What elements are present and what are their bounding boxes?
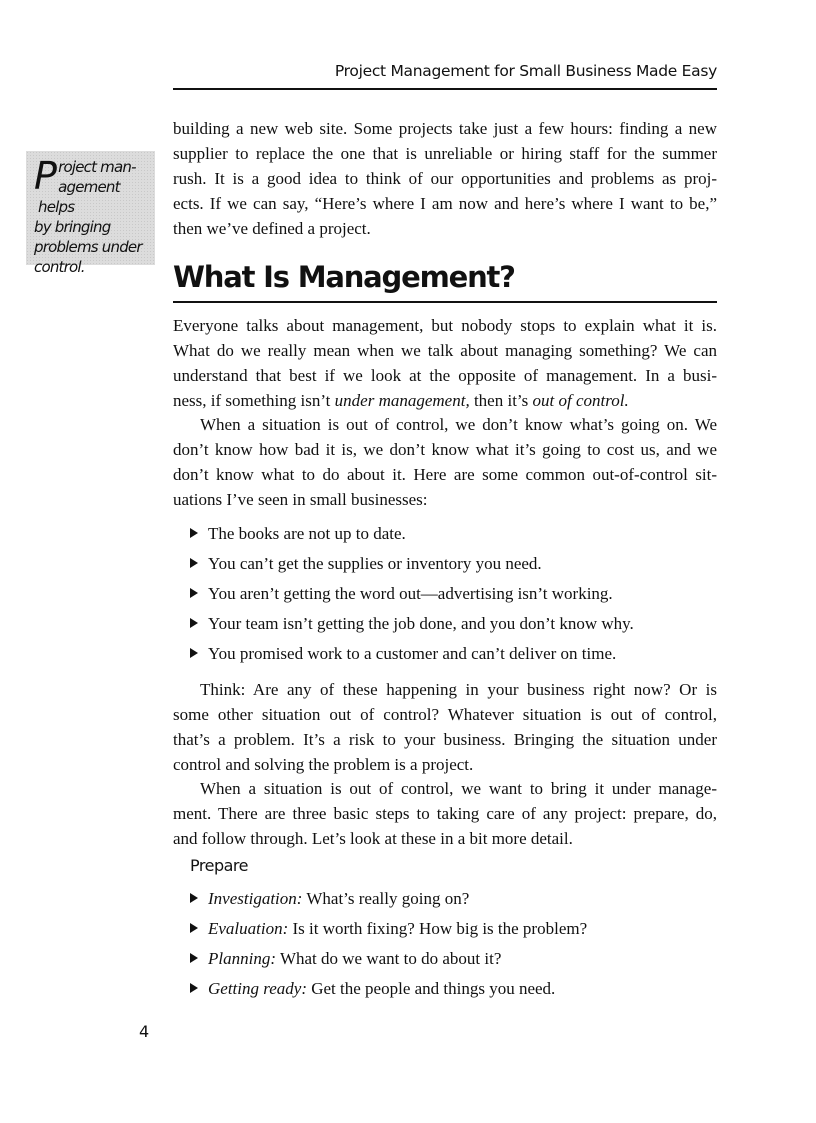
- text-line: [173, 752, 717, 777]
- note-line: agement helps: [38, 178, 120, 216]
- italic-text: Getting ready:: [208, 979, 307, 998]
- text-line: [173, 191, 717, 216]
- text-run: uations I’ve seen in small businesses:: [173, 490, 428, 509]
- triangle-bullet-icon: [190, 558, 198, 568]
- list-item: [190, 884, 587, 914]
- text-line: [173, 338, 717, 363]
- text-run: You aren’t getting the word out—advertising isn’t working.: [208, 584, 613, 603]
- text-run: The books are not up to date.: [208, 524, 406, 543]
- list-item: [190, 914, 587, 944]
- running-header: Project Management for Small Business Made Easy: [334, 62, 717, 80]
- note-line: control.: [34, 258, 85, 276]
- page-number: 4: [139, 1022, 150, 1041]
- subheading: Prepare: [190, 856, 248, 875]
- triangle-bullet-icon: [190, 648, 198, 658]
- text-run: What do we really mean when we talk about managing something? We can: [173, 341, 717, 360]
- paragraph: [173, 677, 717, 777]
- text-run: Is it worth fixing? How big is the problem?: [288, 919, 588, 938]
- section-heading: What Is Management?: [173, 260, 515, 294]
- triangle-bullet-icon: [190, 893, 198, 903]
- text-line: [173, 776, 717, 801]
- text-run: supplier to replace the one that is unreliable or hiring staff for the summer: [173, 144, 717, 163]
- text-line: [173, 677, 717, 702]
- text-run: don’t know how bad it is, we don’t know what it’s going to cost us, and we: [173, 440, 717, 459]
- text-run: ects. If we can say, “Here’s where I am now and here’s where I want to be,”: [173, 194, 717, 213]
- italic-text: Planning:: [208, 949, 276, 968]
- text-line: [173, 313, 717, 338]
- italic-text: Investigation:: [208, 889, 303, 908]
- text-line: [173, 116, 717, 141]
- text-line: [173, 412, 717, 437]
- text-line: [173, 727, 717, 752]
- text-run: some other situation out of control? Whatever situation is out of control,: [173, 705, 717, 724]
- italic-text: under management,: [334, 391, 470, 410]
- note-line: problems under: [34, 238, 142, 256]
- bullet-list: [190, 519, 634, 669]
- text-run: ness, if something isn’t: [173, 391, 335, 410]
- triangle-bullet-icon: [190, 528, 198, 538]
- text-run: then we’ve defined a project.: [173, 219, 371, 238]
- paragraph: [173, 412, 717, 512]
- text-line: [173, 702, 717, 727]
- text-run: and follow through. Let’s look at these in a bit more detail.: [173, 829, 573, 848]
- header-rule: [173, 88, 717, 90]
- text-run: building a new web site. Some projects take just a few hours: finding a new: [173, 119, 717, 138]
- text-run: You can’t get the supplies or inventory you need.: [208, 554, 542, 573]
- list-item: [190, 974, 587, 1004]
- italic-text: Evaluation:: [208, 919, 289, 938]
- text-run: control and solving the problem is a project.: [173, 755, 474, 774]
- paragraph: [173, 776, 717, 851]
- text-run: Think: Are any of these happening in your business right now? Or is: [200, 680, 717, 699]
- list-item: [190, 549, 634, 579]
- text-line: [173, 462, 717, 487]
- text-run: What’s really going on?: [302, 889, 470, 908]
- text-line: [173, 216, 717, 241]
- margin-note-text: [34, 154, 142, 277]
- text-run: Your team isn’t getting the job done, and you don’t know why.: [208, 614, 634, 633]
- text-line: [173, 166, 717, 191]
- text-run: then it’s: [469, 391, 533, 410]
- text-run: When a situation is out of control, we want to bring it under manage-: [200, 779, 717, 798]
- text-run: Everyone talks about management, but nobody stops to explain what it is.: [173, 316, 717, 335]
- paragraph: [173, 116, 717, 241]
- text-line: [173, 826, 717, 851]
- triangle-bullet-icon: [190, 588, 198, 598]
- heading-rule: [173, 301, 717, 303]
- text-run: understand that best if we look at the opposite of management. In a busi-: [173, 366, 717, 385]
- text-line: [173, 141, 717, 166]
- margin-note: [26, 151, 155, 276]
- note-line: roject man-: [58, 158, 136, 176]
- text-run: What do we want to do about it?: [276, 949, 502, 968]
- list-item: [190, 639, 634, 669]
- text-run: that’s a problem. It’s a risk to your business. Bringing the situation under: [173, 730, 717, 749]
- text-line: [173, 437, 717, 462]
- text-line: [173, 363, 717, 388]
- drop-cap: P: [34, 154, 57, 198]
- list-item: [190, 579, 634, 609]
- text-run: don’t know what to do about it. Here are some common out-of-control sit-: [173, 465, 717, 484]
- text-run: You promised work to a customer and can’t deliver on time.: [208, 644, 617, 663]
- list-item: [190, 519, 634, 549]
- text-run: Get the people and things you need.: [306, 979, 556, 998]
- triangle-bullet-icon: [190, 983, 198, 993]
- text-line: [173, 801, 717, 826]
- text-line: [173, 388, 717, 413]
- italic-text: out of control.: [532, 391, 629, 410]
- text-run: rush. It is a good idea to think of our opportunities and problems as proj-: [173, 169, 717, 188]
- triangle-bullet-icon: [190, 923, 198, 933]
- bullet-list: [190, 884, 587, 1004]
- text-run: When a situation is out of control, we don’t know what’s going on. We: [200, 415, 717, 434]
- triangle-bullet-icon: [190, 618, 198, 628]
- text-line: [173, 487, 717, 512]
- note-line: by bringing: [34, 218, 111, 236]
- list-item: [190, 944, 587, 974]
- text-run: ment. There are three basic steps to taking care of any project: prepare, do,: [173, 804, 717, 823]
- list-item: [190, 609, 634, 639]
- paragraph: [173, 313, 717, 413]
- triangle-bullet-icon: [190, 953, 198, 963]
